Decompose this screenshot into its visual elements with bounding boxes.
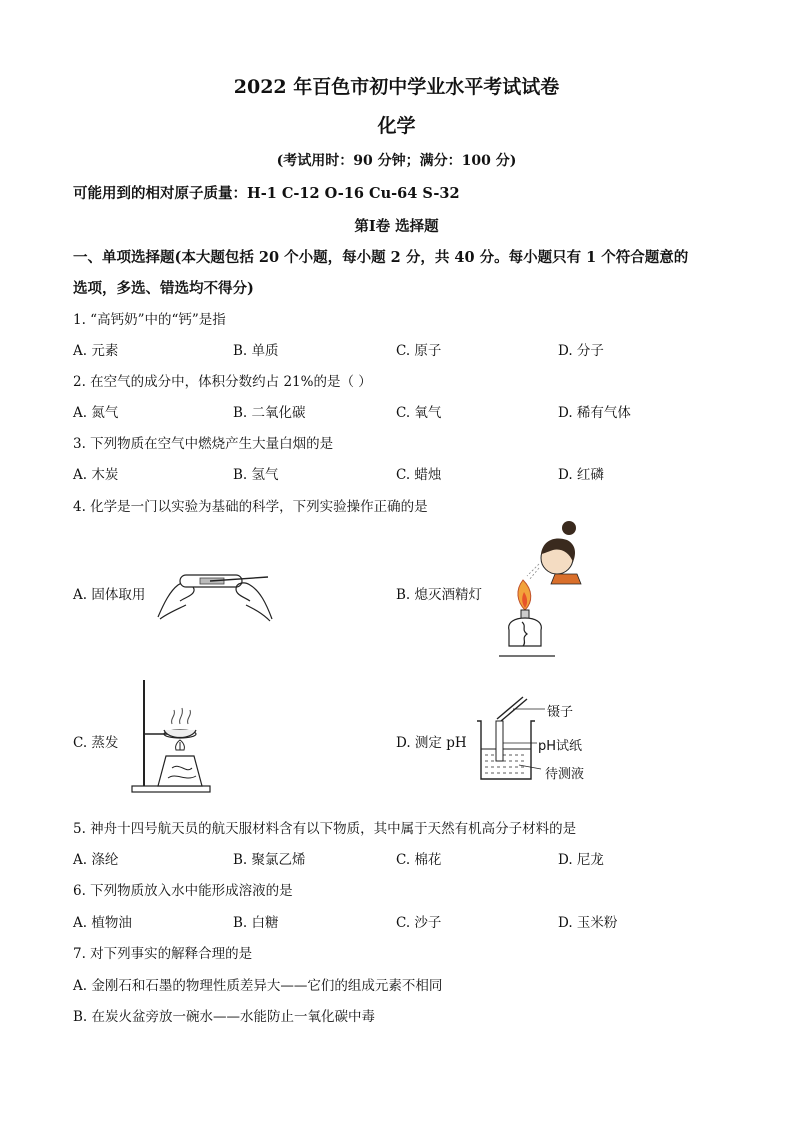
question-6-stem: 6. 下列物质放入水中能形成溶液的是 [73,883,293,899]
question-5-stem: 5. 神舟十四号航天员的航天服材料含有以下物质，其中属于天然有机高分子材料的是 [73,821,577,837]
atomic-masses: 可能用到的相对原子质量：H-1 C-12 O-16 Cu-64 S-32 [73,185,460,202]
q3-option-c: C. 蜡烛 [396,467,442,483]
tweezers-label: 镊子 [547,705,574,720]
evaporation-illustration [130,678,215,796]
question-7-stem: 7. 对下列事实的解释合理的是 [73,946,253,962]
q4-option-b: B. 熄灭酒精灯 [396,587,483,603]
q2-option-a: A. 氮气 [73,405,119,421]
q6-option-d: D. 玉米粉 [558,915,618,931]
question-4-stem: 4. 化学是一门以实验为基础的科学，下列实验操作正确的是 [73,499,428,515]
solid-sampling-illustration [150,555,280,625]
section-instructions-line1: 一、单项选择题(本大题包括 20 个小题，每小题 2 分，共 40 分。每小题只有 1 个符合题意的 [73,249,689,266]
question-3-stem: 3. 下列物质在空气中燃烧产生大量白烟的是 [73,436,334,452]
q5-option-c: C. 棉花 [396,852,442,868]
q1-option-d: D. 分子 [558,343,604,359]
q7-option-a: A. 金刚石和石墨的物理性质差异大——它们的组成元素不相同 [73,978,443,994]
q2-option-d: D. 稀有气体 [558,405,631,421]
q5-option-a: A. 涤纶 [73,852,119,868]
q1-option-c: C. 原子 [396,343,442,359]
ph-test-illustration [475,695,545,785]
q3-option-a: A. 木炭 [73,467,119,483]
section-instructions-line2: 选项，多选、错选均不得分) [73,280,254,297]
q6-option-b: B. 白糖 [233,915,279,931]
q6-option-a: A. 植物油 [73,915,132,931]
question-2-stem: 2. 在空气的成分中，体积分数约占 21%的是（ ） [73,374,372,390]
subject-title: 化学 [377,115,416,137]
ph-paper-label: pH试纸 [538,739,583,754]
extinguish-lamp-illustration [495,518,590,660]
q6-option-c: C. 沙子 [396,915,442,931]
q4-option-c: C. 蒸发 [73,735,119,751]
question-1-stem: 1. “高钙奶”中的“钙”是指 [73,312,226,328]
q5-option-b: B. 聚氯乙烯 [233,852,306,868]
q1-option-b: B. 单质 [233,343,279,359]
exam-title: 2022 年百色市初中学业水平考试试卷 [233,76,560,98]
exam-info: (考试用时：90 分钟；满分：100 分) [276,153,517,169]
q1-option-a: A. 元素 [73,343,119,359]
q3-option-d: D. 红磷 [558,467,604,483]
q3-option-b: B. 氢气 [233,467,279,483]
part-title: 第Ⅰ卷 选择题 [354,218,439,235]
q5-option-d: D. 尼龙 [558,852,604,868]
q4-option-a: A. 固体取用 [73,587,146,603]
solution-label: 待测液 [545,767,585,782]
q2-option-b: B. 二氧化碳 [233,405,306,421]
q4-option-d: D. 测定 pH [396,735,467,751]
q7-option-b: B. 在炭火盆旁放一碗水——水能防止一氧化碳中毒 [73,1009,376,1025]
q2-option-c: C. 氧气 [396,405,442,421]
